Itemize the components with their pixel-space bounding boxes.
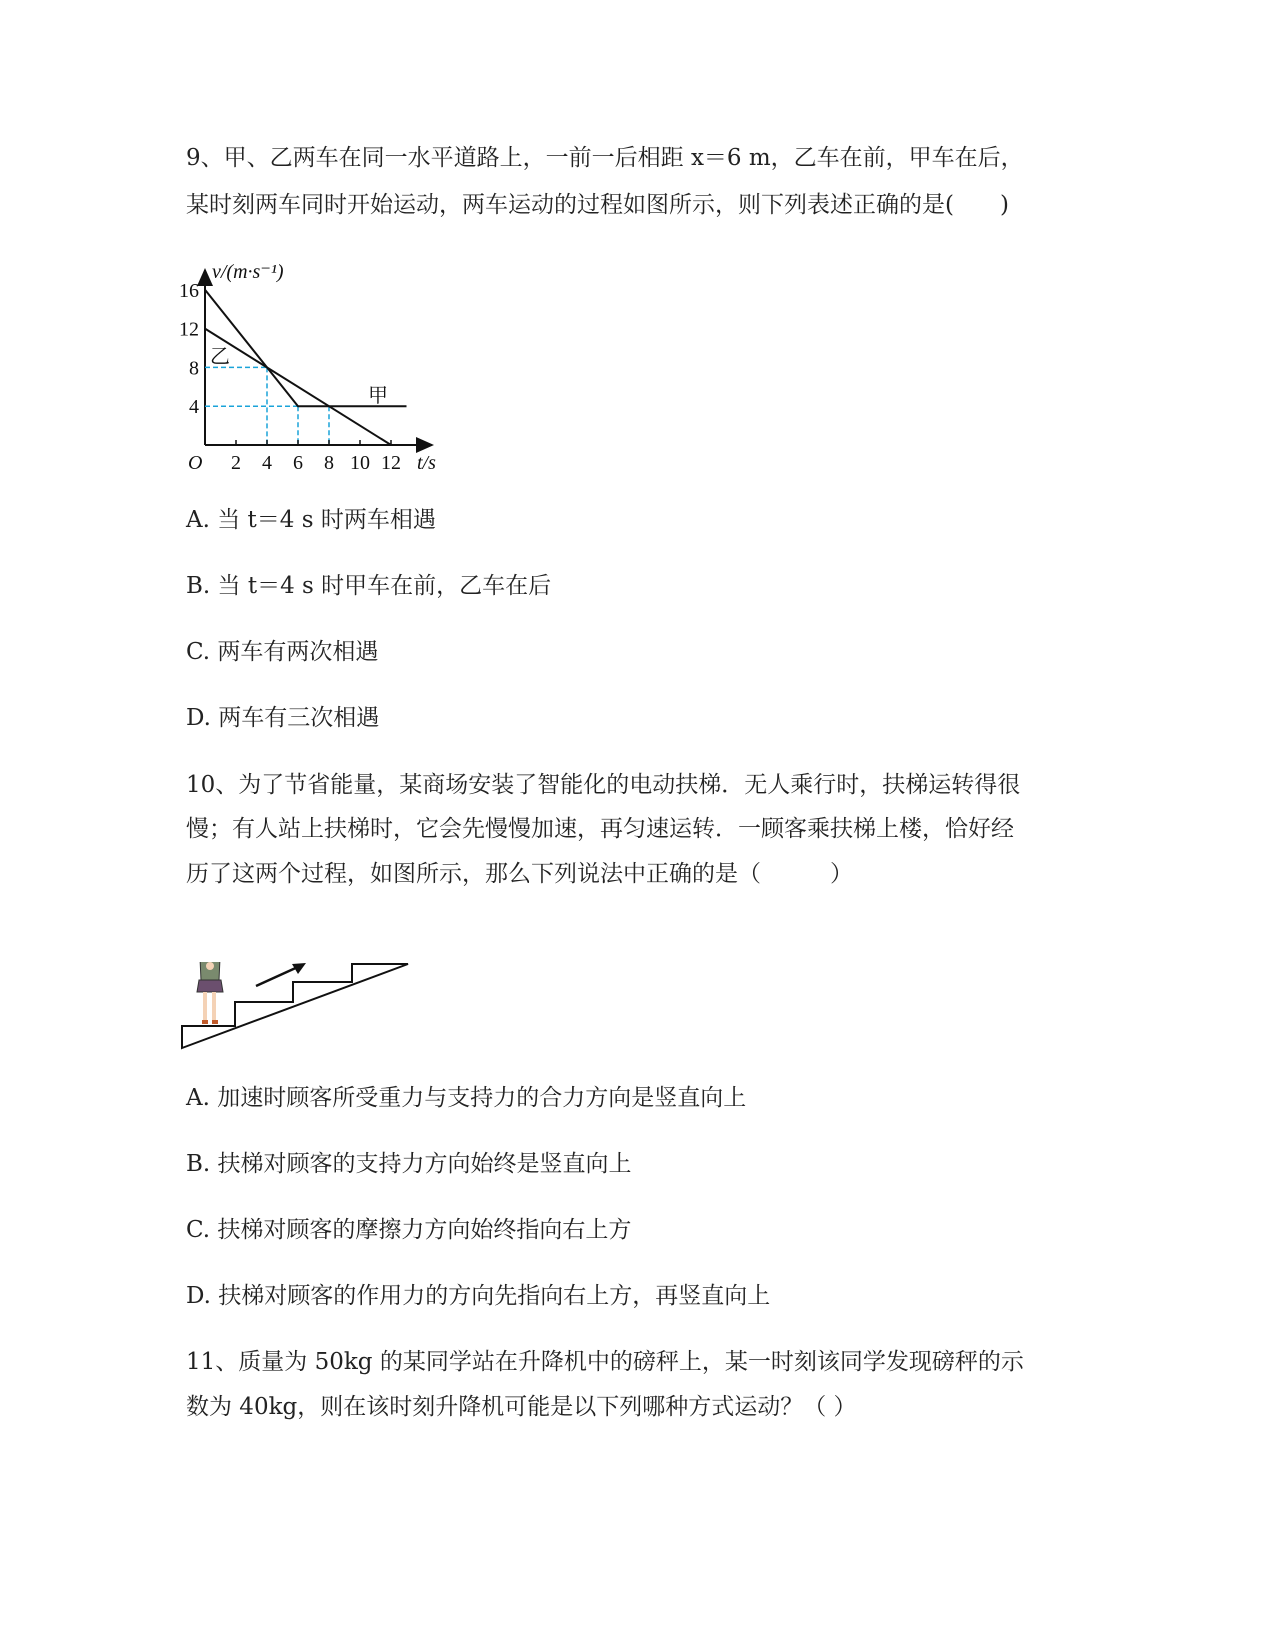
y-tick-label: 16 [179,279,199,302]
q10-option-c: C. 扶梯对顾客的摩擦力方向始终指向右上方 [186,1217,632,1243]
series-label-yi: 乙 [210,346,230,368]
x-tick-label: 12 [381,452,401,474]
q9-option-b: B. 当 t＝4 s 时甲车在前，乙车在后 [186,573,552,599]
customer-figure [196,962,223,1024]
q10-option-a: A. 加速时顾客所受重力与支持力的合力方向是竖直向上 [186,1085,747,1111]
y-tick-label: 4 [189,396,199,419]
velocity-time-graph [170,262,450,477]
q9-option-c: C. 两车有两次相遇 [186,639,379,665]
x-tick-label: 2 [231,452,241,474]
y-axis-label: v/(m·s⁻¹) [212,262,284,283]
y-tick-label: 8 [189,357,199,380]
q11-stem-line2: 数为 40kg，则在该时刻升降机可能是以下列哪种方式运动？（ ） [186,1394,857,1420]
origin-label: O [188,452,203,474]
series-line-yi [205,329,391,445]
q10-stem-line3: 历了这两个过程，如图所示，那么下列说法中正确的是（ ） [186,861,853,887]
series-label-jia: 甲 [368,385,388,407]
q10-option-b: B. 扶梯对顾客的支持力方向始终是竖直向上 [186,1151,632,1177]
q10-stem-line2: 慢；有人站上扶梯时，它会先慢慢加速，再匀速运转．一顾客乘扶梯上楼，恰好经 [186,816,1014,842]
q9-option-d: D. 两车有三次相遇 [186,705,380,731]
q9-stem-line2: 某时刻两车同时开始运动，两车运动的过程如图所示，则下列表述正确的是( ) [186,192,1009,218]
q9-option-a: A. 当 t＝4 s 时两车相遇 [186,507,436,533]
x-tick-label: 8 [324,452,334,474]
q10-stem-line1: 10、为了节省能量，某商场安装了智能化的电动扶梯．无人乘行时，扶梯运转得很 [186,772,1021,798]
escalator-figure [180,962,420,1052]
q10-option-d: D. 扶梯对顾客的作用力的方向先指向右上方，再竖直向上 [186,1283,771,1309]
x-tick-label: 10 [350,452,370,474]
x-axis-label: t/s [417,452,436,474]
x-tick-label: 6 [293,452,303,474]
q11-stem-line1: 11、质量为 50kg 的某同学站在升降机中的磅秤上，某一时刻该同学发现磅秤的示 [186,1349,1024,1375]
x-tick-label: 4 [262,452,272,474]
y-tick-label: 12 [179,318,199,341]
q9-stem-line1: 9、甲、乙两车在同一水平道路上，一前一后相距 x＝6 m，乙车在前，甲车在后， [186,145,1024,171]
